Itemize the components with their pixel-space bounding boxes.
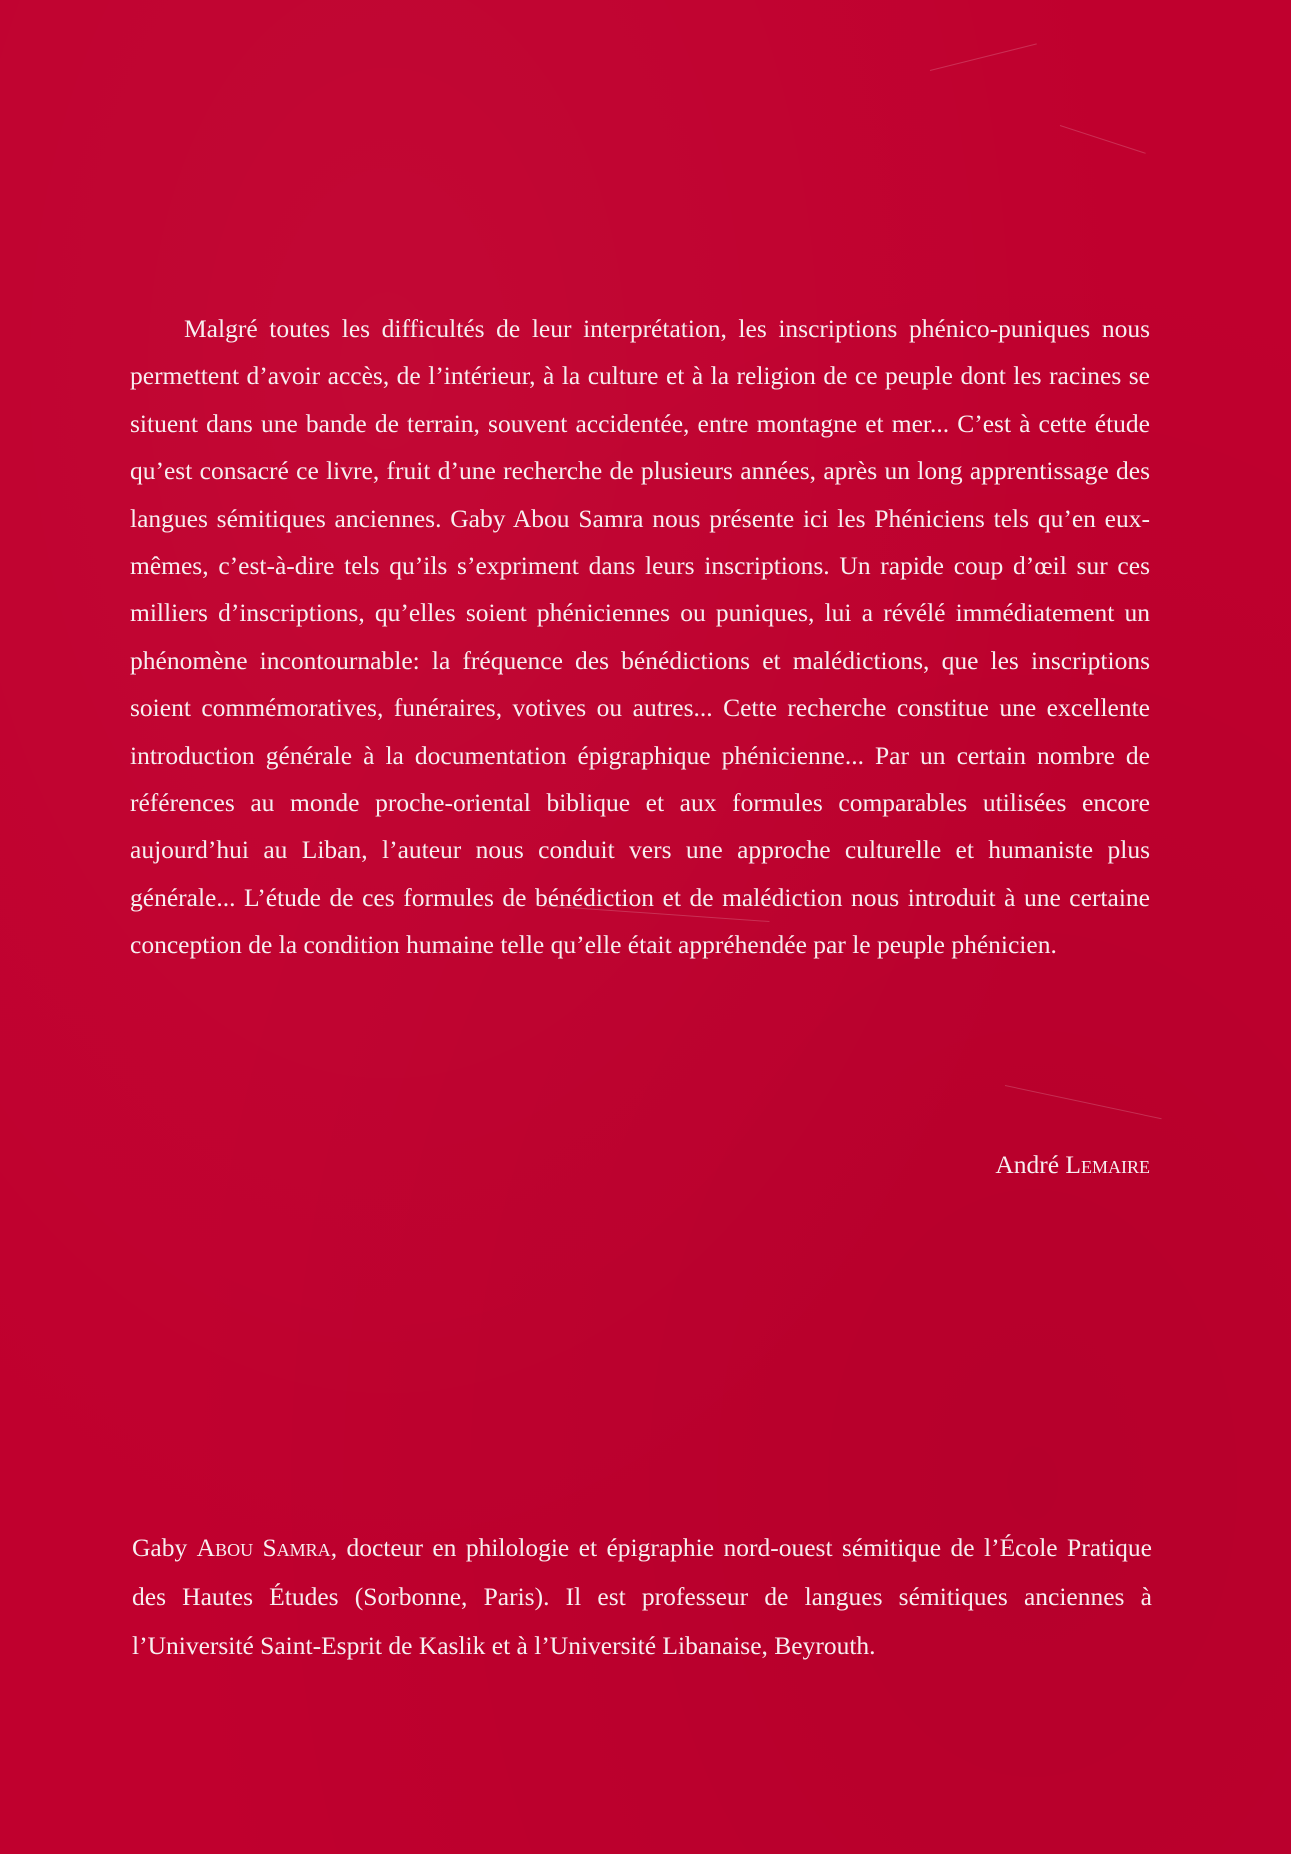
bio-last-name: Abou Samra <box>196 1533 331 1562</box>
signature-last-name: Lemaire <box>1065 1150 1150 1179</box>
surface-scratch <box>1005 1085 1162 1119</box>
surface-scratch <box>930 43 1037 71</box>
blurb-signature <box>995 1150 1150 1180</box>
bio-text: , docteur en philologie et épigraphie nord-ouest sémitique de l’École Pratique des Hautes Études (Sorbonne, Paris). Il est professeur de langues sémitiques anciennes à l’Université Saint-Esprit de Kaslik et à l’Université Libanaise, Beyrouth. <box>132 1533 1152 1660</box>
surface-scratch <box>1060 125 1146 154</box>
back-cover-blurb: Malgré toutes les difficultés de leur interprétation, les inscriptions phénico-puniques nous permettent d’avoir accès, de l’intérieur, à la culture et à la religion de ce peuple dont les racines se situent dans une bande de terrain, souvent accidentée, entre montagne et mer... C’est à cette étude qu’est consacré ce livre, fruit d’une recherche de plusieurs années, après un long apprentissage des langues sémitiques anciennes. Gaby Abou Samra nous présente ici les Phéniciens tels qu’en eux-mêmes, c’est-à-dire tels qu’ils s’expriment dans leurs inscriptions. Un rapide coup d’œil sur ces milliers d’inscriptions, qu’elles soient phéniciennes ou puniques, lui a révélé immédiatement un phénomène incontournable: la fréquence des bénédictions et malédictions, que les inscriptions soient commémoratives, funéraires, votives ou autres... Cette recherche constitue une excellente introduction générale à la documentation épigraphique phénicienne... Par un certain nombre de références au monde proche-oriental biblique et aux formules comparables utilisées encore aujourd’hui au Liban, l’auteur nous conduit vers une approche culturelle et humaniste plus générale... L’étude de ces formules de bénédiction et de malédiction nous introduit à une certaine conception de la condition humaine telle qu’elle était appréhendée par le peuple phénicien. <box>130 314 1150 960</box>
signature-first-name: André <box>995 1150 1060 1179</box>
bio-first-name: Gaby <box>132 1533 188 1562</box>
author-bio <box>132 1523 1152 1670</box>
